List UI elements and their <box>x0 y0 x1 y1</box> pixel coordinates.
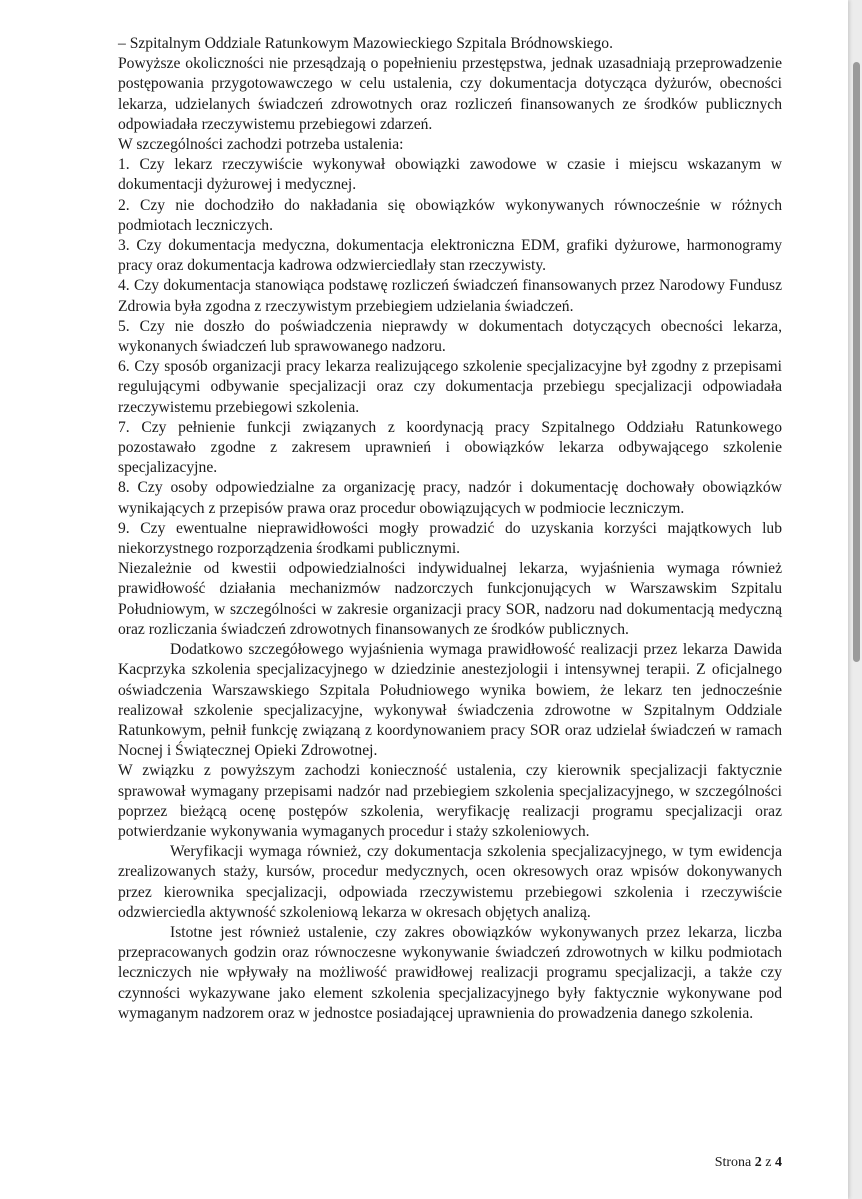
paragraph: Dodatkowo szczegółowego wyjaśnienia wymaga prawidłowość realizacji przez lekarza Dawida Kacprzyka szkolenia specjalizacyjnego w dziedzinie anestezjologii i intensywnej terapii. Z oficjalnego oświadczenia Warszawskiego Szpitala Południowego wynika bowiem, że lekarz ten jednocześnie realizował szkolenie specjalizacyjne, wykonywał świadczenia zdrowotne w Szpitalnym Oddziale Ratunkowym, pełnił funkcję związaną z koordynowaniem pracy SOR oraz udzielał świadczeń w ramach Nocnej i Świątecznej Opieki Zdrowotnej. <box>118 641 782 760</box>
paragraph: 6. Czy sposób organizacji pracy lekarza realizującego szkolenie specjalizacyjne był zgodny z przepisami regulującymi odbywanie specjalizacji oraz czy dokumentacja przebiegu specjalizacji odpowiadała rzeczywistemu przebiegowi szkolenia. <box>118 358 782 416</box>
page-label: Strona <box>714 1155 752 1170</box>
scrollbar-thumb[interactable] <box>853 62 860 662</box>
paragraph: 1. Czy lekarz rzeczywiście wykonywał obowiązki zawodowe w czasie i miejscu wskazanym w dokumentacji dyżurowej i medycznej. <box>118 156 782 194</box>
total-pages: 4 <box>775 1155 782 1170</box>
paragraph: 8. Czy osoby odpowiedzialne za organizację pracy, nadzór i dokumentację dochowały obowiązków wynikających z przepisów prawa oraz procedur obowiązujących w podmiocie leczniczym. <box>118 479 782 517</box>
paragraph: Powyższe okoliczności nie przesądzają o popełnieniu przestępstwa, jednak uzasadniają przeprowadzenie postępowania przygotowawczego w celu ustalenia, czy dokumentacja dotycząca dyżurów, obecności lekarza, udzielanych świadczeń zdrowotnych oraz rozliczeń finansowanych ze środków publicznych odpowiadała rzeczywistemu przebiegowi zdarzeń. <box>118 55 782 133</box>
paragraph: W szczególności zachodzi potrzeba ustalenia: <box>118 136 404 154</box>
document-body <box>118 34 782 1024</box>
paragraph: Weryfikacji wymaga również, czy dokumentacja szkolenia specjalizacyjnego, w tym ewidencja zrealizowanych staży, kursów, procedur medycznych, ocen okresowych oraz wpisów dokonywanych przez kierownika specjalizacji, odpowiada rzeczywistemu przebiegowi szkolenia i rzeczywiście odzwierciedla aktywność szkoleniową lekarza w okresach objętych analizą. <box>118 843 782 921</box>
paragraph: 9. Czy ewentualne nieprawidłowości mogły prowadzić do uzyskania korzyści majątkowych lub niekorzystnego rozporządzenia środkami publicznymi. <box>118 519 782 558</box>
current-page: 2 <box>754 1155 762 1170</box>
page-separator: z <box>765 1155 772 1170</box>
paragraph: Niezależnie od kwestii odpowiedzialności indywidualnej lekarza, wyjaśnienia wymaga również prawidłowość działania mechanizmów nadzorczych funkcjonujących w Warszawskim Szpitalu Południowym, w szczególności w zakresie organizacji pracy SOR, nadzoru nad dokumentacją medyczną oraz rozliczania świadczeń zdrowotnych finansowanych ze środków publicznych. <box>118 560 782 638</box>
paragraph: – Szpitalnym Oddziale Ratunkowym Mazowieckiego Szpitala Bródnowskiego. <box>118 35 614 52</box>
paragraph: 5. Czy nie doszło do poświadczenia nieprawdy w dokumentach dotyczących obecności lekarza, wykonanych świadczeń lub sprawowanego nadzoru. <box>118 317 782 356</box>
paragraph: 7. Czy pełnienie funkcji związanych z koordynacją pracy Szpitalnego Oddziału Ratunkowego pozostawało zgodne z zakresem uprawnień i obowiązków lekarza odbywającego szkolenie specjalizacyjne. <box>118 418 782 477</box>
paragraph: 4. Czy dokumentacja stanowiąca podstawę rozliczeń świadczeń finansowanych przez Narodowy Fundusz Zdrowia była zgodna z rzeczywistym przebiegiem udzielania świadczeń. <box>118 277 782 315</box>
paragraph: W związku z powyższym zachodzi konieczność ustalenia, czy kierownik specjalizacji faktycznie sprawował wymagany przepisami nadzór nad przebiegiem szkolenia specjalizacyjnego, w szczególności poprzez bieżącą ocenę postępów szkolenia, weryfikację realizacji programu specjalizacji oraz potwierdzanie wykonywania wymaganych procedur i staży szkoleniowych. <box>118 762 782 840</box>
page-number <box>715 1155 782 1171</box>
paragraph: 3. Czy dokumentacja medyczna, dokumentacja elektroniczna EDM, grafiki dyżurowe, harmonogramy pracy oraz dokumentacja kadrowa odzwierciedlały stan rzeczywisty. <box>118 237 782 275</box>
paragraph: Istotne jest również ustalenie, czy zakres obowiązków wykonywanych przez lekarza, liczba przepracowanych godzin oraz równoczesne wykonywanie świadczeń zdrowotnych w kilku podmiotach leczniczych nie wpływały na możliwość prawidłowej realizacji programu specjalizacji, a także czy czynności wykazywane jako element szkolenia specjalizacyjnego były faktycznie wykonywane pod wymaganym nadzorem oraz w jednostce posiadającej uprawnienia do prowadzenia danego szkolenia. <box>118 923 782 1022</box>
paragraph: 2. Czy nie dochodziło do nakładania się obowiązków wykonywanych równocześnie w różnych podmiotach leczniczych. <box>118 196 782 234</box>
